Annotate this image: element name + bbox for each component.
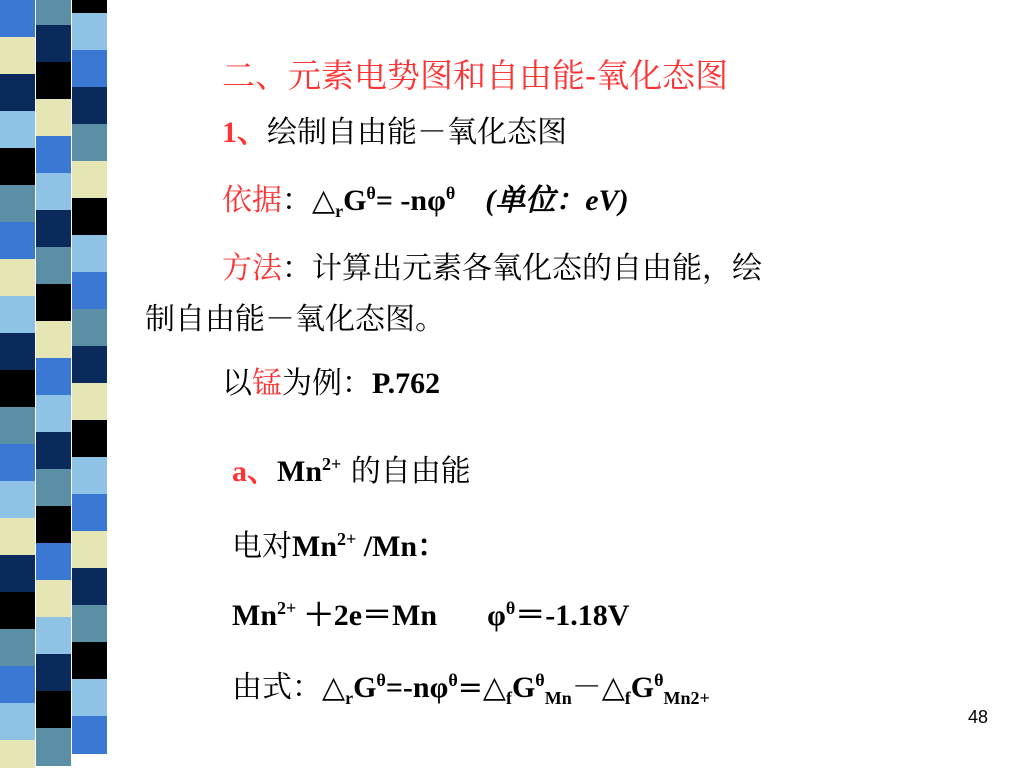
formula-sup1: θ (376, 670, 386, 690)
step-1-text: 绘制自由能－氧化态图 (267, 115, 567, 150)
formula-g2: G (511, 671, 536, 704)
strip-block (36, 25, 71, 63)
strip-block (72, 346, 107, 384)
strip-block (0, 222, 35, 260)
strip-block (36, 173, 71, 211)
step-1-line (222, 113, 567, 153)
couple-post: /Mn： (356, 530, 448, 563)
formula-sub-f1: f (505, 688, 512, 708)
strip-block (36, 506, 71, 544)
strip-block (0, 0, 35, 38)
strip-block (0, 259, 35, 297)
unit-open-paren: ( (485, 184, 496, 217)
subsection-a-line (232, 452, 471, 492)
strip-block (36, 395, 71, 433)
formula-sup3: θ (535, 670, 545, 690)
example-line (222, 364, 440, 404)
subsection-text: 的自由能 (341, 454, 471, 489)
basis-equation: = -nφ (375, 184, 446, 217)
strip-block (72, 457, 107, 495)
strip-block (0, 370, 35, 408)
page-number (968, 707, 988, 728)
unit-close-paren: ) (618, 184, 629, 217)
strip-block (72, 198, 107, 236)
step-number: 1、 (222, 116, 267, 149)
strip-block (72, 0, 107, 14)
strip-block (36, 62, 71, 100)
strip-block (36, 358, 71, 396)
g-symbol: G (343, 184, 367, 217)
couple-charge: 2+ (337, 529, 357, 549)
formula-sub-f2: f (624, 688, 631, 708)
strip-block (36, 0, 71, 26)
formula-sup2: θ (448, 670, 458, 690)
strip-block (72, 531, 107, 569)
superscript-theta: θ (366, 183, 376, 203)
strip-block (72, 568, 107, 606)
mn-symbol: Mn (277, 455, 322, 488)
strip-block (0, 481, 35, 519)
strip-block (0, 37, 35, 75)
strip-block (72, 420, 107, 458)
strip-block (72, 383, 107, 421)
strip-block (72, 13, 107, 51)
strip-block (36, 543, 71, 581)
potential-value: ＝-1.18V (515, 599, 630, 632)
method-label: 方法 (222, 251, 282, 286)
reaction-line (232, 596, 629, 636)
phi-theta: θ (505, 598, 516, 618)
formula-pre: 由式：△ (232, 670, 346, 705)
strip-block (72, 235, 107, 273)
strip-block (0, 333, 35, 371)
strip-block (36, 654, 71, 692)
page-reference: P.762 (372, 367, 441, 400)
strip-block (72, 124, 107, 162)
formula-sub-mn: Mn (544, 688, 572, 708)
strip-block (72, 716, 107, 754)
formula-sup4: θ (654, 670, 664, 690)
method-line (222, 249, 762, 289)
strip-block (0, 666, 35, 704)
strip-column-right (72, 0, 107, 768)
method-text-b: 制自由能－氧化态图。 (145, 302, 445, 337)
couple-mn: Mn (292, 530, 337, 563)
strip-column-middle (36, 0, 71, 768)
basis-colon: ： (282, 183, 312, 218)
page-number-text: 48 (967, 707, 988, 727)
method-line-cont (145, 300, 445, 340)
couple-line (232, 527, 447, 567)
formula-g3: G (630, 671, 655, 704)
strip-block (72, 50, 107, 88)
basis-line (222, 181, 629, 221)
example-post: 为例： (282, 366, 372, 401)
strip-block (0, 185, 35, 223)
subsection-prefix: a、 (232, 455, 277, 488)
strip-block (0, 518, 35, 556)
method-text-a: ：计算出元素各氧化态的自由能，绘 (282, 251, 762, 286)
strip-block (0, 148, 35, 186)
strip-block (0, 629, 35, 667)
strip-block (72, 494, 107, 532)
strip-block (36, 432, 71, 470)
phi-symbol: φ (487, 599, 506, 632)
strip-block (0, 740, 35, 768)
unit-text: 单位：eV (495, 184, 619, 217)
reaction-mn: Mn (232, 599, 277, 632)
strip-block (0, 555, 35, 593)
strip-block (36, 617, 71, 655)
strip-block (72, 605, 107, 643)
formula-g1: G (353, 671, 377, 704)
formula-eq: =△ (457, 670, 506, 705)
strip-block (0, 703, 35, 741)
strip-block (72, 87, 107, 125)
strip-block (36, 99, 71, 137)
superscript-theta-2: θ (445, 183, 456, 203)
strip-block (36, 247, 71, 285)
strip-block (72, 642, 107, 680)
strip-block (36, 728, 71, 766)
strip-block (36, 469, 71, 507)
slide-title (222, 50, 728, 97)
charge-superscript: 2+ (322, 454, 342, 474)
strip-block (0, 74, 35, 112)
reaction-charge: 2+ (277, 598, 297, 618)
strip-block (36, 691, 71, 729)
decorative-strip (0, 0, 110, 768)
strip-block (36, 136, 71, 174)
strip-block (36, 580, 71, 618)
strip-block (72, 309, 107, 347)
example-element: 锰 (252, 366, 282, 401)
formula-sub-r: r (345, 688, 354, 708)
strip-block (72, 272, 107, 310)
basis-label: 依据 (222, 183, 282, 218)
title-text: 二、元素电势图和自由能-氧化态图 (222, 56, 729, 95)
strip-block (0, 296, 35, 334)
strip-block (36, 210, 71, 248)
delta-symbol: △ (312, 183, 336, 218)
formula-mid: =-nφ (385, 671, 449, 704)
strip-block (0, 592, 35, 630)
strip-block (36, 321, 71, 359)
reaction-equation: ＋2e＝Mn (296, 599, 438, 632)
strip-block (0, 407, 35, 445)
formula-sub-mn2: Mn2+ (663, 688, 710, 708)
strip-block (72, 679, 107, 717)
strip-block (0, 444, 35, 482)
strip-block (72, 161, 107, 199)
strip-block (0, 111, 35, 149)
example-pre: 以 (222, 366, 252, 401)
strip-column-left (0, 0, 35, 768)
couple-pre: 电对 (232, 529, 292, 564)
formula-line (232, 668, 710, 708)
subscript-r: r (335, 201, 344, 221)
strip-block (36, 284, 71, 322)
formula-minus: －△ (571, 670, 625, 705)
